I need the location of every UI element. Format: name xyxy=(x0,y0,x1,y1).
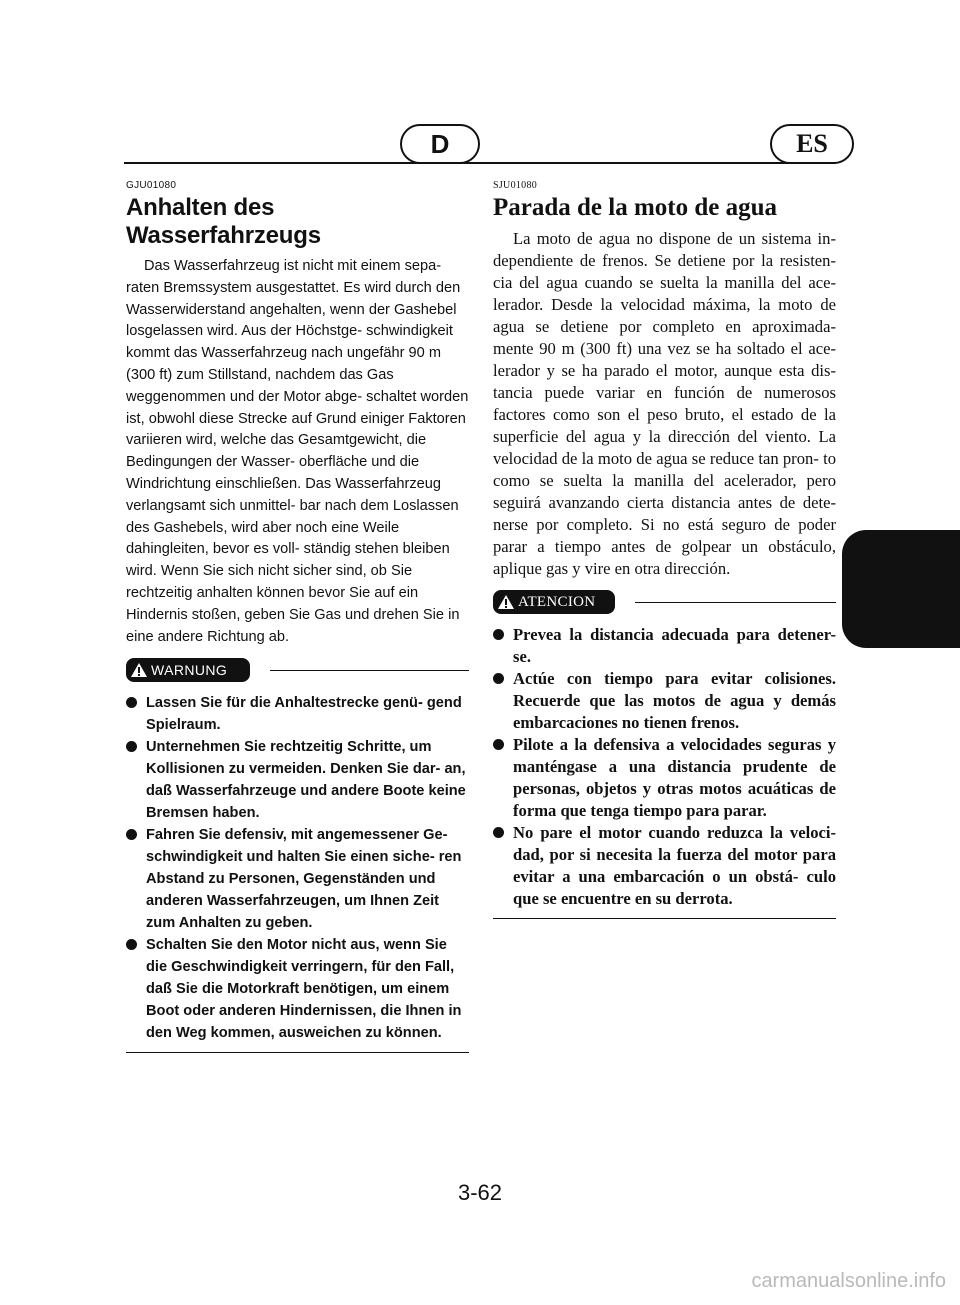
header-rule xyxy=(124,162,836,164)
warning-header xyxy=(126,658,469,682)
language-tab-spanish: ES xyxy=(770,124,854,164)
warning-item: Fahren Sie defensiv, mit angemessener Ge- schwindigkeit und halten Sie einen siche- ren Abstand zu Personen, Gegenständen und anderen Wasserfahrzeugen, um Ihnen Zeit zum Anhalten zu geben. xyxy=(126,824,469,934)
section-title: Anhalten des Wasserfahrzeugs xyxy=(126,194,321,249)
warning-header xyxy=(493,590,836,614)
warning-item: Lassen Sie für die Anhaltestrecke genü- gend Spielraum. xyxy=(126,692,469,736)
page-number: 3-62 xyxy=(457,1180,503,1205)
bullet-icon xyxy=(126,741,137,752)
german-column xyxy=(126,180,469,1053)
warning-triangle-icon xyxy=(497,594,515,610)
bullet-icon xyxy=(126,697,137,708)
section-code: GJU01080 xyxy=(126,180,177,191)
warning-item: Prevea la distancia adecuada para detener- se. xyxy=(493,624,836,668)
warning-rule xyxy=(270,670,469,671)
warning-list xyxy=(493,624,836,910)
warning-rule xyxy=(635,602,836,603)
watermark: carmanualsonline.info xyxy=(751,1270,946,1292)
section-title: Parada de la moto de agua xyxy=(493,194,778,221)
warning-list xyxy=(126,692,469,1044)
warning-item: Pilote a la defensiva a velocidades seguras y manténgase a una distancia prudente de personas, objetos y otras motos acuáticas de forma que tenga tiempo para parar. xyxy=(493,734,836,822)
language-tab-german: D xyxy=(400,124,480,164)
warning-end-rule xyxy=(493,918,836,919)
bullet-icon xyxy=(493,739,504,750)
spanish-column xyxy=(493,180,836,919)
bullet-icon xyxy=(493,673,504,684)
bullet-icon xyxy=(126,939,137,950)
warning-item: Unternehmen Sie rechtzeitig Schritte, um Kollisionen zu vermeiden. Denken Sie dar- an, daß Wasserfahrzeuge und andere Boote keine Bremsen haben. xyxy=(126,736,469,824)
section-code: SJU01080 xyxy=(493,180,538,191)
body-text: La moto de agua no dispone de un sistema in- dependiente de frenos. Se detiene por la resisten- cia del agua cuando se suelta la manilla del ace- lerador. Desde la velocidad máxima, la moto de agua se detiene por completo en aproximada- mente 90 m (300 ft) una vez se ha soltado el ace- lerador y se ha parado el motor, aunque esta dis- tancia puede variar en función de numerosos factores como son el peso bruto, el estado de la superficie del agua y la dirección del viento. La velocidad de la moto de agua se reduce tan pron- to como se suelta la manilla del acelerador, pero seguirá avanzando cierta distancia antes de dete- nerse por completo. Si no está seguro de poder parar a tiempo antes de golpear un obstáculo, aplique gas y vire en otra dirección. xyxy=(493,229,836,578)
warning-item: No pare el motor cuando reduzca la veloci- dad, por si necesita la fuerza del motor para evitar a una embarcación o un obstá- culo que se encuentre en su derrota. xyxy=(493,822,836,910)
body-text: Das Wasserfahrzeug ist nicht mit einem sepa- raten Bremssystem ausgestattet. Es wird durch den Wasserwiderstand angehalten, wenn der Gashebel losgelassen wird. Aus der Höchstge- schwindigkeit kommt das Wasserfahrzeug nach ungefähr 90 m (300 ft) zum Stillstand, nachdem das Gas weggenommen und der Motor abge- schaltet worden ist, obwohl diese Strecke auf Grund einiger Faktoren variieren wird, welche das Gesamtgewicht, die Bedingungen der Wasser- oberfläche und die Windrichtung einschließen. Das Wasserfahrzeug verlangsamt sich unmittel- bar nach dem Loslassen des Gashebels, wird aber noch eine Weile dahingleiten, bevor es voll- ständig stehen bleiben wird. Wenn Sie sich nicht sicher sind, ob Sie rechtzeitig anhalten können bevor Sie auf ein Hindernis stoßen, geben Sie Gas und drehen Sie in eine andere Richtung ab. xyxy=(126,258,469,645)
warning-label: WARNUNG xyxy=(151,662,228,679)
bullet-icon xyxy=(126,829,137,840)
warning-triangle-icon xyxy=(130,662,148,678)
bullet-icon xyxy=(493,827,504,838)
warning-item: Actúe con tiempo para evitar colisiones. Recuerde que las motos de agua y demás embarcaciones no tienen frenos. xyxy=(493,668,836,734)
bullet-icon xyxy=(493,629,504,640)
warning-end-rule xyxy=(126,1052,469,1053)
warning-badge xyxy=(493,590,615,614)
chapter-side-tab xyxy=(842,530,960,648)
warning-label: ATENCION xyxy=(518,593,596,610)
warning-item: Schalten Sie den Motor nicht aus, wenn Sie die Geschwindigkeit verringern, für den Fall, daß Sie die Motorkraft benötigen, um einem Boot oder anderen Hindernissen, die Ihnen in den Weg kommen, ausweichen zu können. xyxy=(126,934,469,1044)
warning-badge xyxy=(126,658,250,682)
